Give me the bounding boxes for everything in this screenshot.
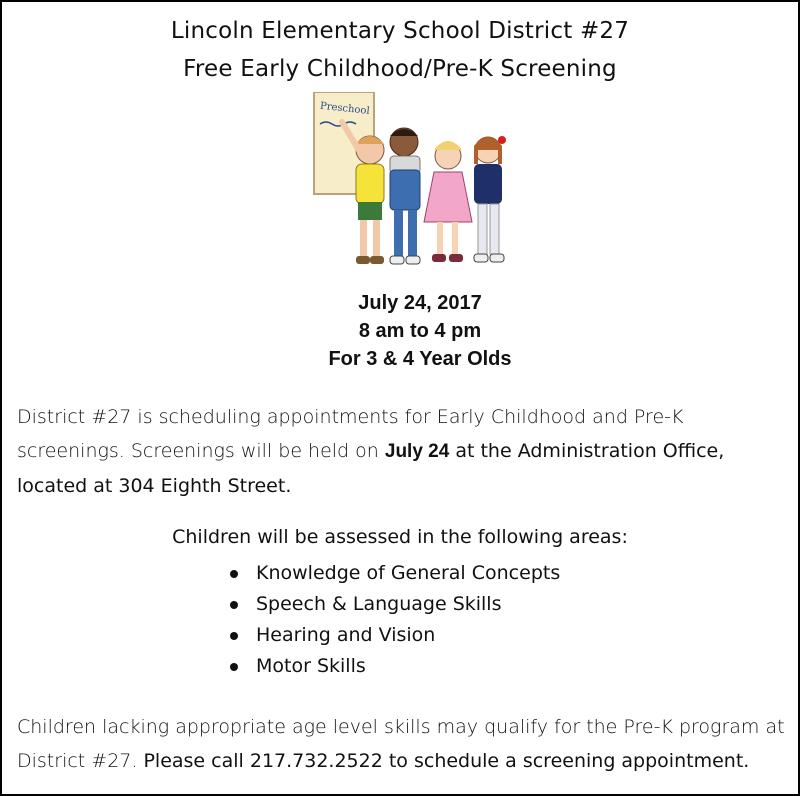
areas-heading: Children will be assessed in the following areas: bbox=[172, 526, 628, 548]
closing-text: Children lacking appropriate age level skills may qualify for the Pre-K program at District #27. bbox=[17, 716, 785, 772]
screening-title: Free Early Childhood/Pre-K Screening bbox=[183, 56, 617, 82]
list-item: Speech & Language Skills bbox=[224, 589, 560, 620]
preschool-children-illustration bbox=[302, 92, 522, 282]
board-label: Preschool bbox=[319, 100, 371, 117]
intro-text-after: at the Administration Office, located at 304 Eighth Street. bbox=[17, 440, 725, 497]
intro-text-before: District #27 is scheduling appointments for Early Childhood and Pre-K screenings. Screenings will be held on bbox=[17, 406, 684, 462]
list-item: Knowledge of General Concepts bbox=[224, 558, 560, 589]
event-ages: For 3 & 4 Year Olds bbox=[328, 348, 512, 370]
intro-date-highlight: July 24 bbox=[384, 441, 450, 462]
assessment-areas-list bbox=[224, 558, 560, 682]
district-title: Lincoln Elementary School District #27 bbox=[170, 18, 630, 44]
list-item: Motor Skills bbox=[224, 651, 560, 682]
closing-call-text: Please call 217.732.2522 to schedule a screening appointment. bbox=[143, 750, 750, 772]
closing-paragraph bbox=[17, 710, 787, 778]
event-date: July 24, 2017 bbox=[358, 292, 482, 314]
list-item: Hearing and Vision bbox=[224, 620, 560, 651]
intro-paragraph bbox=[17, 400, 787, 503]
event-time: 8 am to 4 pm bbox=[358, 320, 482, 342]
